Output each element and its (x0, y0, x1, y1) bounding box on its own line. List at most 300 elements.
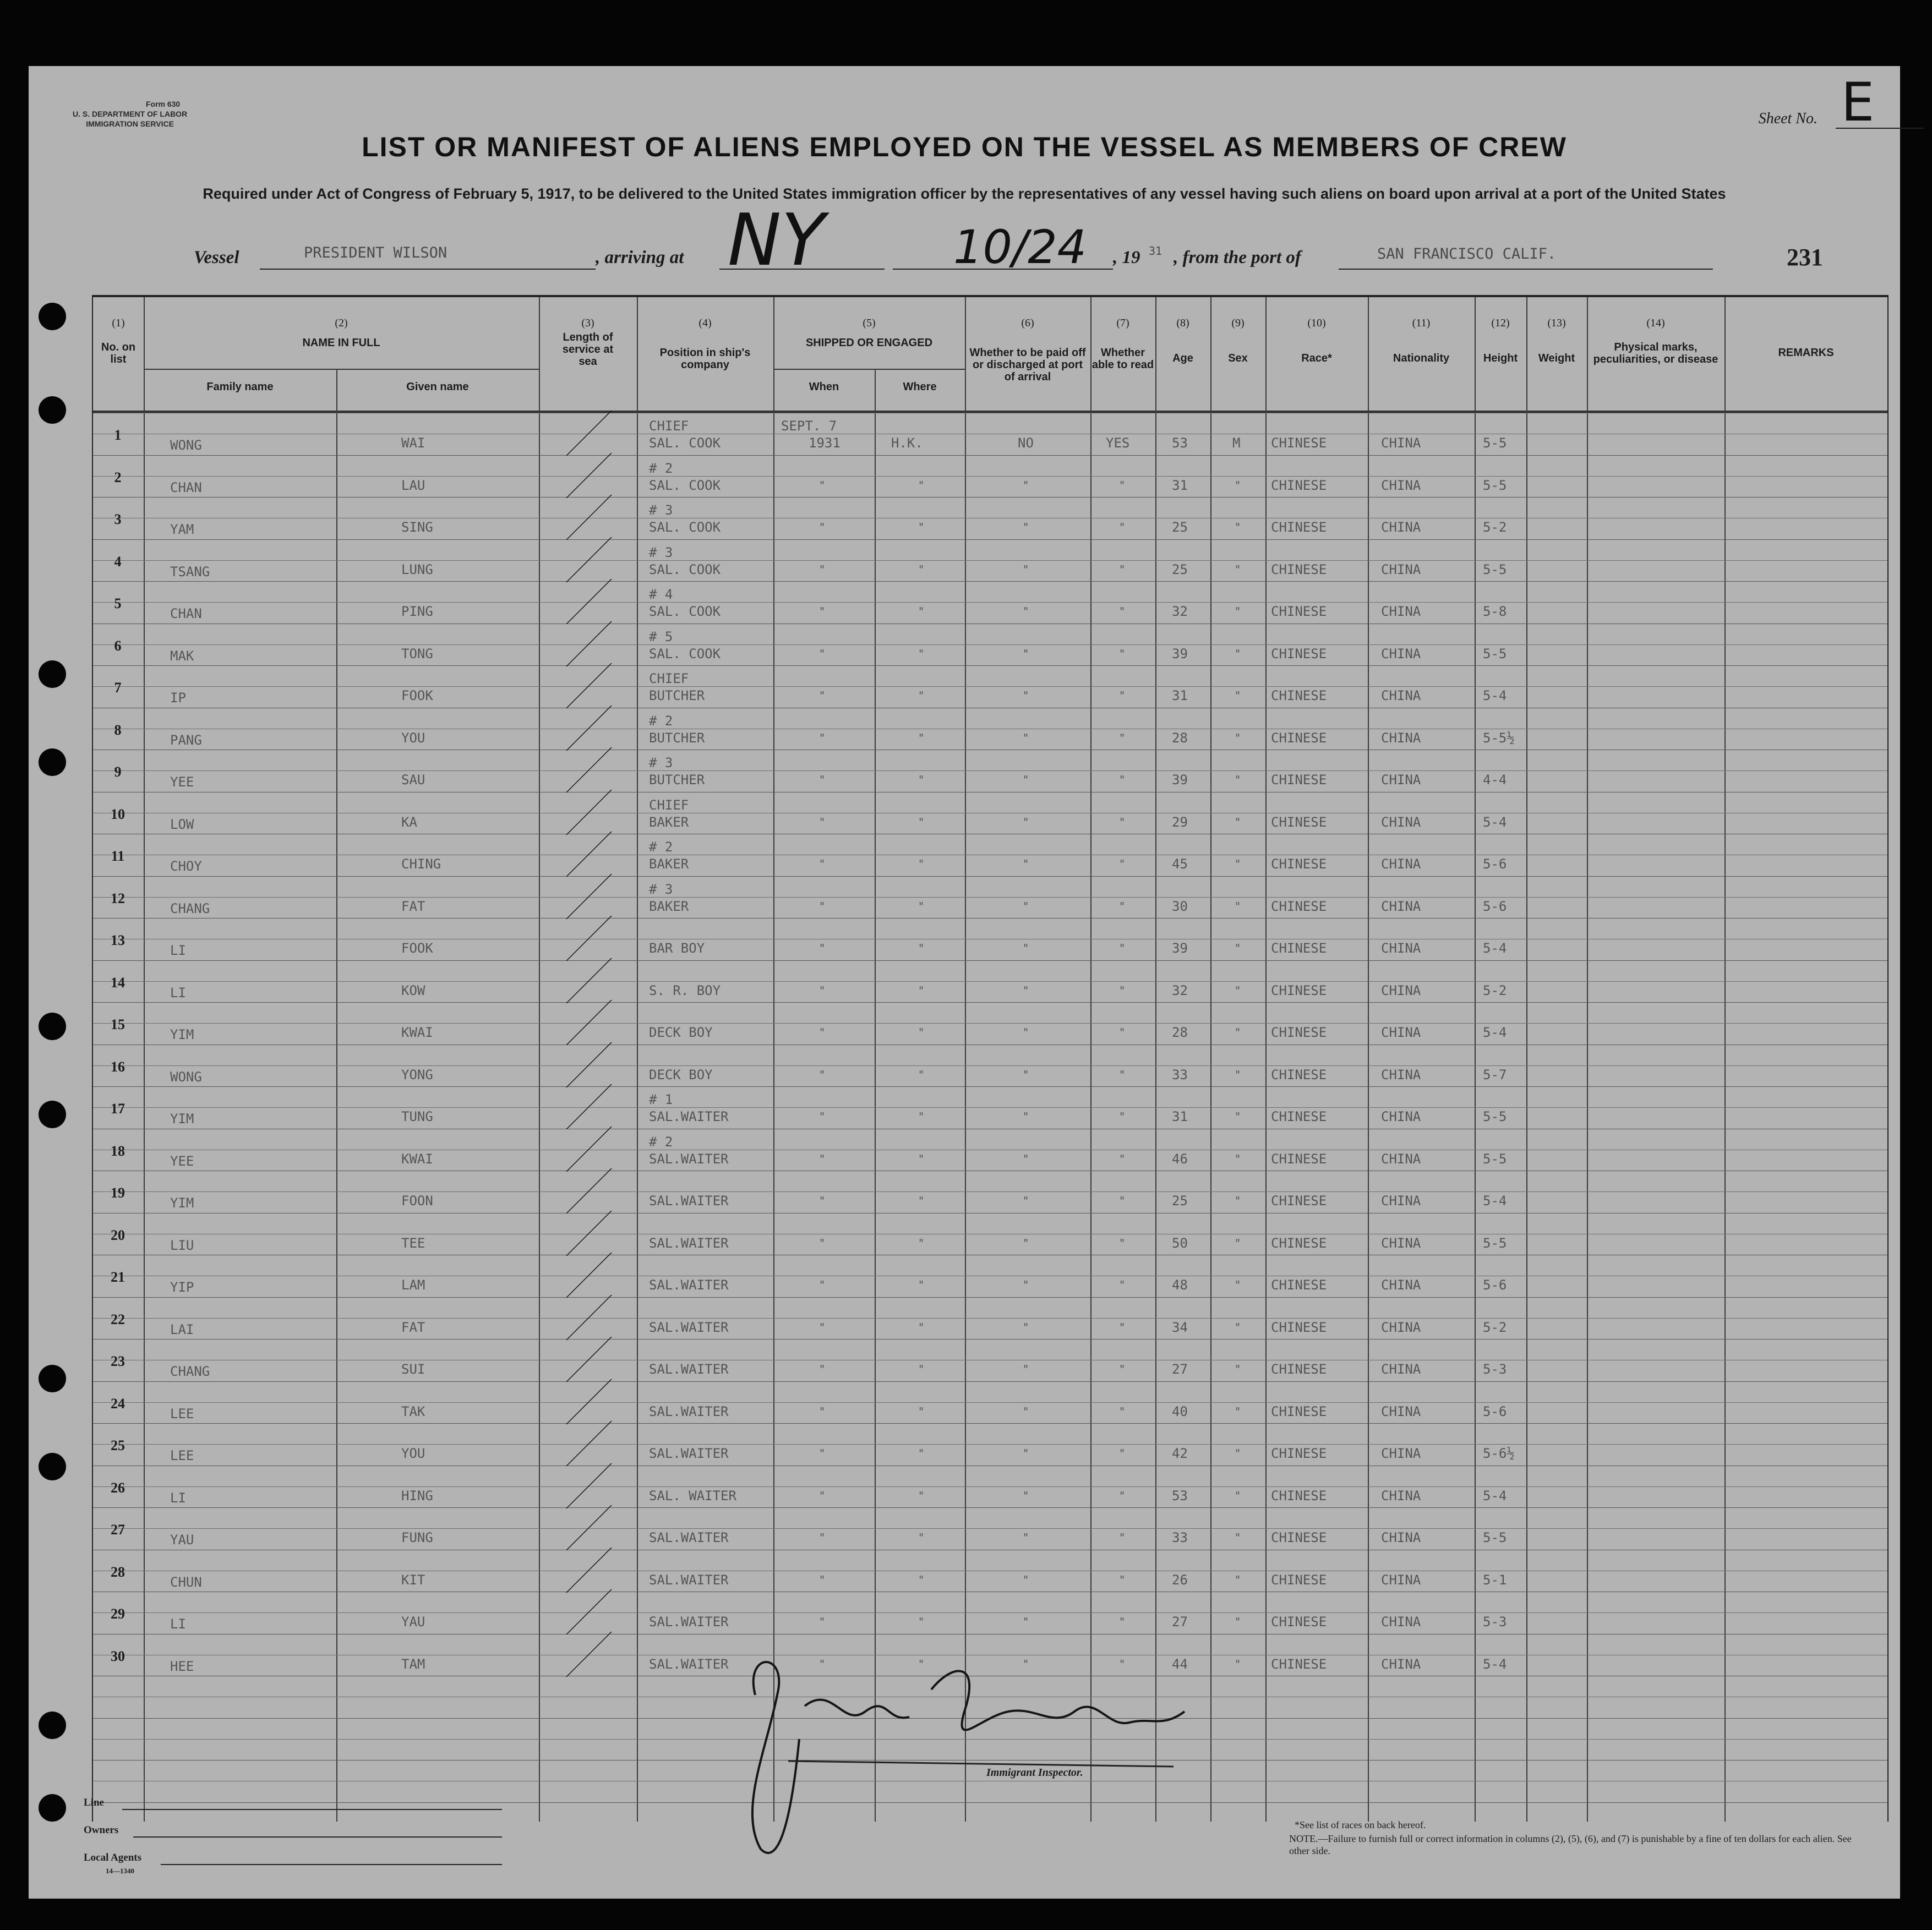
ditto-when: " (820, 731, 825, 745)
family-name: YAU (170, 1532, 194, 1548)
race-value: CHINESE (1271, 1277, 1327, 1293)
position-line2: SAL. COOK (649, 435, 721, 451)
row-rule (93, 1381, 1887, 1382)
col9-num: (9) (1231, 317, 1245, 329)
service-slash-mark (566, 1168, 612, 1213)
ditto-paid-off: " (1023, 1110, 1029, 1123)
ditto-read: " (1120, 1110, 1125, 1123)
given-name: HING (401, 1488, 433, 1503)
row-rule (93, 1086, 1887, 1087)
inspector-label: Immigrant Inspector. (986, 1767, 1083, 1779)
service-slash-mark (566, 706, 612, 751)
table-header (93, 297, 1887, 413)
age-value: 45 (1172, 856, 1188, 872)
ditto-sex: " (1235, 689, 1241, 702)
col5-num: (5) (863, 317, 876, 329)
position-line2: SAL. COOK (649, 561, 721, 577)
position-line2: BAR BOY (649, 941, 705, 956)
service-slash-mark (566, 1253, 612, 1298)
given-name: TEE (401, 1235, 425, 1251)
ditto-sex: " (1235, 1573, 1241, 1587)
crew-table (92, 295, 1889, 1822)
row-number: 13 (111, 932, 125, 948)
row-number: 5 (114, 595, 122, 611)
ditto-read: " (1120, 731, 1125, 745)
row-rule (93, 876, 1887, 877)
position-line1: # 1 (649, 1092, 673, 1107)
from-label: , from the port of (1174, 248, 1301, 267)
ditto-when: " (820, 1489, 825, 1502)
race-value: CHINESE (1271, 520, 1327, 535)
nationality-value: CHINA (1381, 1362, 1421, 1377)
row-number: 17 (111, 1101, 125, 1117)
row-number: 16 (111, 1058, 125, 1075)
position-line2: BUTCHER (649, 730, 705, 746)
height-value: 5-5 (1483, 1151, 1507, 1167)
age-value: 39 (1172, 646, 1188, 661)
given-name: FUNG (401, 1530, 433, 1545)
ditto-sex: " (1235, 1447, 1241, 1460)
binder-hole (39, 1365, 66, 1392)
position-line2: SAL.WAITER (649, 1193, 729, 1209)
nationality-value: CHINA (1381, 561, 1421, 577)
row-number: 12 (111, 890, 125, 906)
row-rule (93, 1507, 1887, 1508)
race-value: CHINESE (1271, 814, 1327, 830)
footer-agents-rule (161, 1864, 502, 1865)
row-number: 28 (111, 1563, 125, 1580)
nationality-value: CHINA (1381, 1403, 1421, 1419)
service-slash-mark (566, 537, 612, 582)
ditto-paid-off: " (1023, 1531, 1029, 1544)
col3-num: (3) (581, 317, 594, 329)
ditto-when: " (820, 1404, 825, 1418)
row-number: 8 (114, 721, 122, 738)
ditto-when: " (820, 1152, 825, 1166)
ditto-where: " (919, 1615, 924, 1628)
race-value: CHINESE (1271, 772, 1327, 788)
ditto-read: " (1120, 562, 1125, 576)
ditto-sex: " (1235, 899, 1241, 913)
ditto-when: " (820, 1194, 825, 1207)
col12-label: Height (1483, 352, 1518, 364)
binder-hole (39, 660, 66, 688)
form-identifier (73, 99, 187, 129)
service-slash-mark (566, 453, 612, 498)
family-name: YIP (170, 1280, 194, 1295)
ditto-read: " (1120, 857, 1125, 871)
position-line2: SAL. COOK (649, 477, 721, 493)
height-value: 5-5 (1483, 435, 1507, 451)
ditto-read: " (1120, 1236, 1125, 1250)
ditto-read: " (1120, 1026, 1125, 1039)
family-name: CHAN (170, 606, 202, 621)
ditto-where: " (919, 647, 924, 660)
vessel-name: PRESIDENT WILSON (304, 244, 447, 261)
height-value: 5-6 (1483, 1277, 1507, 1293)
vessel-label: Vessel (194, 248, 239, 267)
position-line2: SAL. COOK (649, 520, 721, 535)
col8-label: Age (1172, 352, 1193, 364)
row-rule (93, 1023, 1887, 1024)
age-value: 39 (1172, 772, 1188, 788)
ditto-sex: " (1235, 1657, 1241, 1671)
ditto-where: " (919, 1068, 924, 1081)
height-value: 5-5 (1483, 561, 1507, 577)
ditto-where: " (919, 1236, 924, 1250)
row-rule (93, 476, 1887, 477)
nationality-value: CHINA (1381, 1109, 1421, 1124)
row-rule (93, 1318, 1887, 1319)
position-line2: SAL.WAITER (649, 1151, 729, 1167)
height-value: 5-4 (1483, 1193, 1507, 1209)
ditto-paid-off: " (1023, 942, 1029, 955)
row-number: 19 (111, 1185, 125, 1201)
row-number: 3 (114, 511, 122, 527)
ditto-paid-off: " (1023, 521, 1029, 534)
position-line2: SAL. COOK (649, 646, 721, 661)
ditto-read: " (1120, 1531, 1125, 1544)
age-value: 46 (1172, 1151, 1188, 1167)
ditto-read: " (1120, 1489, 1125, 1502)
row-rule (93, 1065, 1887, 1066)
age-value: 26 (1172, 1572, 1188, 1588)
row-rule (93, 1486, 1887, 1487)
position-line2: BUTCHER (649, 772, 705, 788)
family-name: TSANG (170, 564, 210, 579)
column-divider (1368, 297, 1369, 1822)
row-rule (93, 560, 1887, 561)
family-name: CHAN (170, 479, 202, 495)
nationality-value: CHINA (1381, 1319, 1421, 1335)
given-name: YONG (401, 1067, 433, 1082)
height-value: 5-4 (1483, 1488, 1507, 1503)
ditto-paid-off: " (1023, 605, 1029, 618)
ditto-when: " (820, 562, 825, 576)
footer-owners-label: Owners (84, 1824, 119, 1836)
ditto-when: " (820, 1615, 825, 1628)
family-name: YIM (170, 1195, 194, 1211)
row-rule (93, 1444, 1887, 1445)
ditto-paid-off: " (1023, 1363, 1029, 1376)
ditto-read: " (1120, 1194, 1125, 1207)
nationality-value: CHINA (1381, 1151, 1421, 1167)
age-value: 31 (1172, 477, 1188, 493)
given-name: FOON (401, 1193, 433, 1209)
ditto-where: " (919, 1573, 924, 1587)
height-value: 5-6½ (1483, 1446, 1515, 1461)
service-slash-mark (566, 1084, 612, 1129)
ditto-when: " (820, 815, 825, 829)
col5-where-label: Where (903, 381, 937, 393)
given-name: TUNG (401, 1109, 433, 1124)
inspector-signature (722, 1629, 1196, 1882)
race-value: CHINESE (1271, 1446, 1327, 1461)
ditto-sex: " (1235, 1278, 1241, 1292)
ditto-sex: " (1235, 1489, 1241, 1502)
row-rule (93, 581, 1887, 582)
shipped-when-line2: 1931 (809, 435, 841, 451)
age-value: 30 (1172, 898, 1188, 914)
ditto-paid-off: " (1023, 857, 1029, 871)
ditto-paid-off: " (1023, 1489, 1029, 1502)
nationality-value: CHINA (1381, 604, 1421, 619)
nationality-value: CHINA (1381, 520, 1421, 535)
ditto-read: " (1120, 1320, 1125, 1334)
col12-num: (12) (1491, 317, 1510, 329)
height-value: 5-5½ (1483, 730, 1515, 746)
given-name: YAU (401, 1614, 425, 1630)
ditto-where: " (919, 942, 924, 955)
nationality-value: CHINA (1381, 1446, 1421, 1461)
family-name: LAI (170, 1321, 194, 1337)
ditto-sex: " (1235, 983, 1241, 997)
ditto-sex: " (1235, 478, 1241, 492)
given-name: LAU (401, 477, 425, 493)
row-rule (93, 539, 1887, 540)
ditto-paid-off: " (1023, 1278, 1029, 1292)
row-rule (93, 960, 1887, 961)
age-value: 33 (1172, 1067, 1188, 1082)
ditto-where: " (919, 1447, 924, 1460)
position-line1: # 2 (649, 839, 673, 855)
col7-num: (7) (1116, 317, 1129, 329)
service-slash-mark (566, 916, 612, 961)
ditto-when: " (820, 983, 825, 997)
height-value: 5-6 (1483, 898, 1507, 914)
service-slash-mark (566, 411, 612, 456)
race-value: CHINESE (1271, 1362, 1327, 1377)
arriving-underline (719, 269, 885, 270)
shipped-where: H.K. (891, 435, 923, 451)
ditto-sex: " (1235, 1404, 1241, 1418)
row-number: 22 (111, 1311, 125, 1327)
service-slash-mark (566, 495, 612, 540)
ditto-when: " (820, 1110, 825, 1123)
row-number: 10 (111, 806, 125, 822)
position-line2: SAL. COOK (649, 604, 721, 619)
family-name: CHOY (170, 859, 202, 874)
row-rule (93, 602, 1887, 603)
col10-num: (10) (1307, 317, 1326, 329)
from-port: SAN FRANCISCO CALIF. (1377, 245, 1557, 263)
nationality-value: CHINA (1381, 688, 1421, 703)
row-rule (93, 1002, 1887, 1003)
ditto-sex: " (1235, 562, 1241, 576)
service-slash-mark (566, 1379, 612, 1424)
col2-num: (2) (335, 317, 348, 329)
column-divider (144, 297, 145, 1822)
family-name: LI (170, 1490, 186, 1506)
position-line2: S. R. BOY (649, 982, 721, 998)
ditto-where: " (919, 773, 924, 786)
ditto-paid-off: " (1023, 899, 1029, 913)
service-slash-mark (566, 1548, 612, 1593)
service-slash-mark (566, 790, 612, 835)
row-rule (93, 1191, 1887, 1192)
age-value: 28 (1172, 1025, 1188, 1040)
ditto-when: " (820, 689, 825, 702)
race-value: CHINESE (1271, 1193, 1327, 1209)
race-value: CHINESE (1271, 1109, 1327, 1124)
row-number: 25 (111, 1437, 125, 1453)
height-value: 5-4 (1483, 814, 1507, 830)
position-line2: SAL.WAITER (649, 1277, 729, 1293)
ditto-read: " (1120, 942, 1125, 955)
family-name: LIU (170, 1237, 194, 1253)
position-line1: # 4 (649, 587, 673, 602)
race-value: CHINESE (1271, 561, 1327, 577)
date-underline (893, 269, 1113, 270)
race-value: CHINESE (1271, 688, 1327, 703)
ditto-when: " (820, 1531, 825, 1544)
year-suffix: 31 (1149, 244, 1163, 258)
column-divider (1210, 297, 1211, 1822)
ditto-where: " (919, 899, 924, 913)
page-subtitle: Required under Act of Congress of February 5, 1917, to be delivered to the United States immigration officer by the representatives of any vessel having such aliens on board upon arrival at a port of the United States (203, 185, 1726, 202)
vessel-info-line (194, 198, 1790, 282)
ditto-sex: " (1235, 731, 1241, 745)
col11-label: Nationality (1393, 352, 1450, 364)
ditto-when: " (820, 605, 825, 618)
height-value: 5-5 (1483, 477, 1507, 493)
position-line1: # 3 (649, 502, 673, 518)
age-value: 53 (1172, 435, 1188, 451)
age-value: 33 (1172, 1530, 1188, 1545)
nationality-value: CHINA (1381, 730, 1421, 746)
ditto-read: " (1120, 478, 1125, 492)
row-number: 1 (114, 427, 122, 443)
ditto-where: " (919, 857, 924, 871)
nationality-value: CHINA (1381, 1025, 1421, 1040)
ditto-sex: " (1235, 942, 1241, 955)
ditto-where: " (919, 1152, 924, 1166)
nationality-value: CHINA (1381, 1235, 1421, 1251)
given-name: TAM (401, 1656, 425, 1672)
name-subheader-line (144, 369, 539, 370)
ditto-when: " (820, 899, 825, 913)
col1-num: (1) (112, 317, 125, 329)
nationality-value: CHINA (1381, 814, 1421, 830)
family-name: YEE (170, 1153, 194, 1169)
family-name: LOW (170, 816, 194, 832)
vessel-underline (260, 269, 596, 270)
position-line2: BAKER (649, 898, 689, 914)
nationality-value: CHINA (1381, 982, 1421, 998)
position-line1: # 3 (649, 881, 673, 897)
race-value: CHINESE (1271, 1319, 1327, 1335)
row-number: 20 (111, 1227, 125, 1243)
family-name: YIM (170, 1111, 194, 1127)
paid-off-value: NO (1018, 435, 1034, 451)
arriving-label: , arriving at (596, 248, 684, 267)
race-value: CHINESE (1271, 898, 1327, 914)
position-line1: # 2 (649, 460, 673, 476)
family-name: LI (170, 985, 186, 1000)
position-line1: CHIEF (649, 797, 689, 813)
position-line2: SAL. WAITER (649, 1488, 736, 1503)
ditto-paid-off: " (1023, 478, 1029, 492)
age-value: 44 (1172, 1656, 1188, 1672)
ditto-sex: " (1235, 647, 1241, 660)
col3-label: Length of service at sea (562, 331, 614, 368)
ditto-when: " (820, 1236, 825, 1250)
race-value: CHINESE (1271, 1067, 1327, 1082)
age-value: 53 (1172, 1488, 1188, 1503)
position-line2: SAL.WAITER (649, 1403, 729, 1419)
row-number: 6 (114, 637, 122, 654)
ditto-where: " (919, 562, 924, 576)
race-value: CHINESE (1271, 477, 1327, 493)
position-line2: SAL.WAITER (649, 1530, 729, 1545)
position-line2: BUTCHER (649, 688, 705, 703)
ditto-when: " (820, 1363, 825, 1376)
age-value: 32 (1172, 604, 1188, 619)
service-slash-mark (566, 1000, 612, 1045)
race-value: CHINESE (1271, 856, 1327, 872)
family-name: WONG (170, 1069, 202, 1085)
races-note: *See list of races on back hereof. (1295, 1819, 1426, 1830)
footer-owners-rule (133, 1836, 502, 1838)
ditto-when: " (820, 478, 825, 492)
race-value: CHINESE (1271, 435, 1327, 451)
ditto-where: " (919, 1110, 924, 1123)
given-name: YOU (401, 1446, 425, 1461)
service-slash-mark (566, 579, 612, 624)
nationality-value: CHINA (1381, 1572, 1421, 1588)
ditto-where: " (919, 1194, 924, 1207)
row-rule (93, 1107, 1887, 1108)
ditto-read: " (1120, 983, 1125, 997)
height-value: 5-6 (1483, 856, 1507, 872)
ditto-when: " (820, 521, 825, 534)
ditto-paid-off: " (1023, 562, 1029, 576)
position-line1: # 5 (649, 628, 673, 644)
row-number: 24 (111, 1395, 125, 1412)
row-number: 14 (111, 974, 125, 991)
ditto-sex: " (1235, 1152, 1241, 1166)
family-name: IP (170, 690, 186, 706)
ditto-paid-off: " (1023, 773, 1029, 786)
given-name: FAT (401, 898, 425, 914)
service-name: IMMIGRATION SERVICE (86, 119, 174, 128)
column-divider (1526, 297, 1527, 1822)
given-name: KWAI (401, 1025, 433, 1040)
row-number: 4 (114, 553, 122, 570)
service-slash-mark (566, 1632, 612, 1677)
family-name: YEE (170, 774, 194, 790)
ditto-sex: " (1235, 1615, 1241, 1628)
col5-label: SHIPPED OR ENGAGED (805, 337, 933, 349)
nationality-value: CHINA (1381, 1614, 1421, 1630)
service-slash-mark (566, 1505, 612, 1550)
row-rule (93, 770, 1887, 771)
height-value: 5-2 (1483, 982, 1507, 998)
height-value: 5-4 (1483, 1656, 1507, 1672)
col2-label: NAME IN FULL (302, 337, 380, 349)
ditto-paid-off: " (1023, 1573, 1029, 1587)
penalty-note: NOTE.—Failure to furnish full or correct information in columns (2), (5), (6), and (7) is punishable by a fine of ten dollars for each alien. See other side. (1289, 1833, 1852, 1856)
ditto-when: " (820, 1447, 825, 1460)
ditto-paid-off: " (1023, 731, 1029, 745)
column-divider (1265, 297, 1267, 1822)
ditto-where: " (919, 478, 924, 492)
year-prefix: , 19 (1113, 248, 1140, 267)
ditto-read: " (1120, 605, 1125, 618)
nationality-value: CHINA (1381, 1067, 1421, 1082)
service-slash-mark (566, 1042, 612, 1087)
height-value: 5-2 (1483, 1319, 1507, 1335)
